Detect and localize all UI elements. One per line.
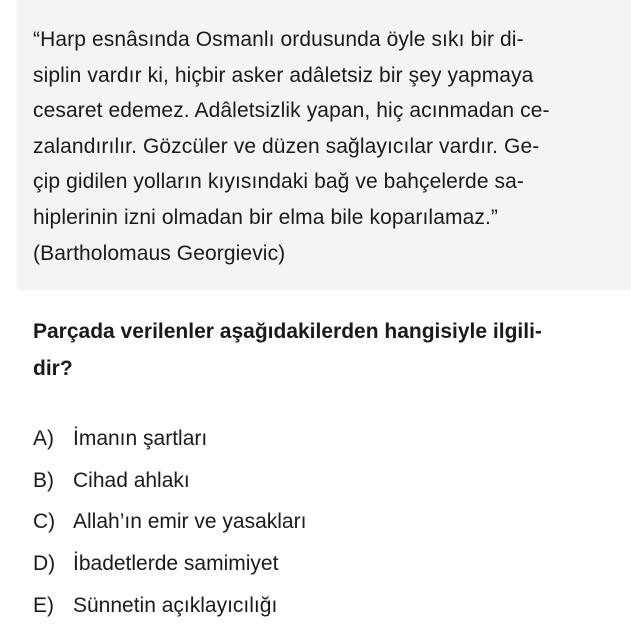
passage-text	[33, 22, 593, 271]
passage-source: (Bartholomaus Georgievic)	[33, 241, 286, 265]
passage-line: hiplerinin izni olmadan bir elma bile koparılamaz.”	[33, 205, 498, 229]
option-letter: E)	[33, 593, 54, 617]
option-letter: D)	[33, 552, 56, 576]
option-letter: A)	[33, 427, 54, 450]
option-letter: B)	[33, 468, 54, 492]
option-c[interactable]	[33, 502, 593, 544]
option-text: İbadetlerde samimiyet	[73, 552, 279, 576]
option-d[interactable]	[33, 544, 593, 586]
option-text: Cihad ahlakı	[73, 468, 190, 492]
option-text: Allah’ın emir ve yasakları	[73, 510, 307, 534]
passage-line: “Harp esnâsında Osmanlı ordusunda öyle sıkı bir di-	[33, 28, 524, 51]
passage-line: cesaret edemez. Adâletsizlik yapan, hiç acınmadan ce-	[33, 99, 550, 123]
question-line: Parçada verilenler aşağıdakilerden hangisiyle ilgili-	[33, 320, 542, 343]
option-a[interactable]	[33, 419, 593, 461]
option-b[interactable]	[33, 461, 593, 503]
option-letter: C)	[33, 510, 56, 534]
option-e[interactable]	[33, 586, 593, 628]
passage-line: çip gidilen yolların kıyısındaki bağ ve bahçelerde sa-	[33, 170, 525, 194]
option-text: Sünnetin açıklayıcılığı	[73, 593, 278, 617]
passage-line: zalandırılır. Gözcüler ve düzen sağlayıcılar vardır. Ge-	[33, 134, 540, 158]
option-text: İmanın şartları	[73, 427, 208, 450]
question-text	[33, 313, 613, 387]
passage-line: siplin vardır ki, hiçbir asker adâletsiz bir şey yapmaya	[33, 63, 534, 87]
answer-options	[33, 419, 593, 627]
question-line: dir?	[33, 357, 73, 380]
